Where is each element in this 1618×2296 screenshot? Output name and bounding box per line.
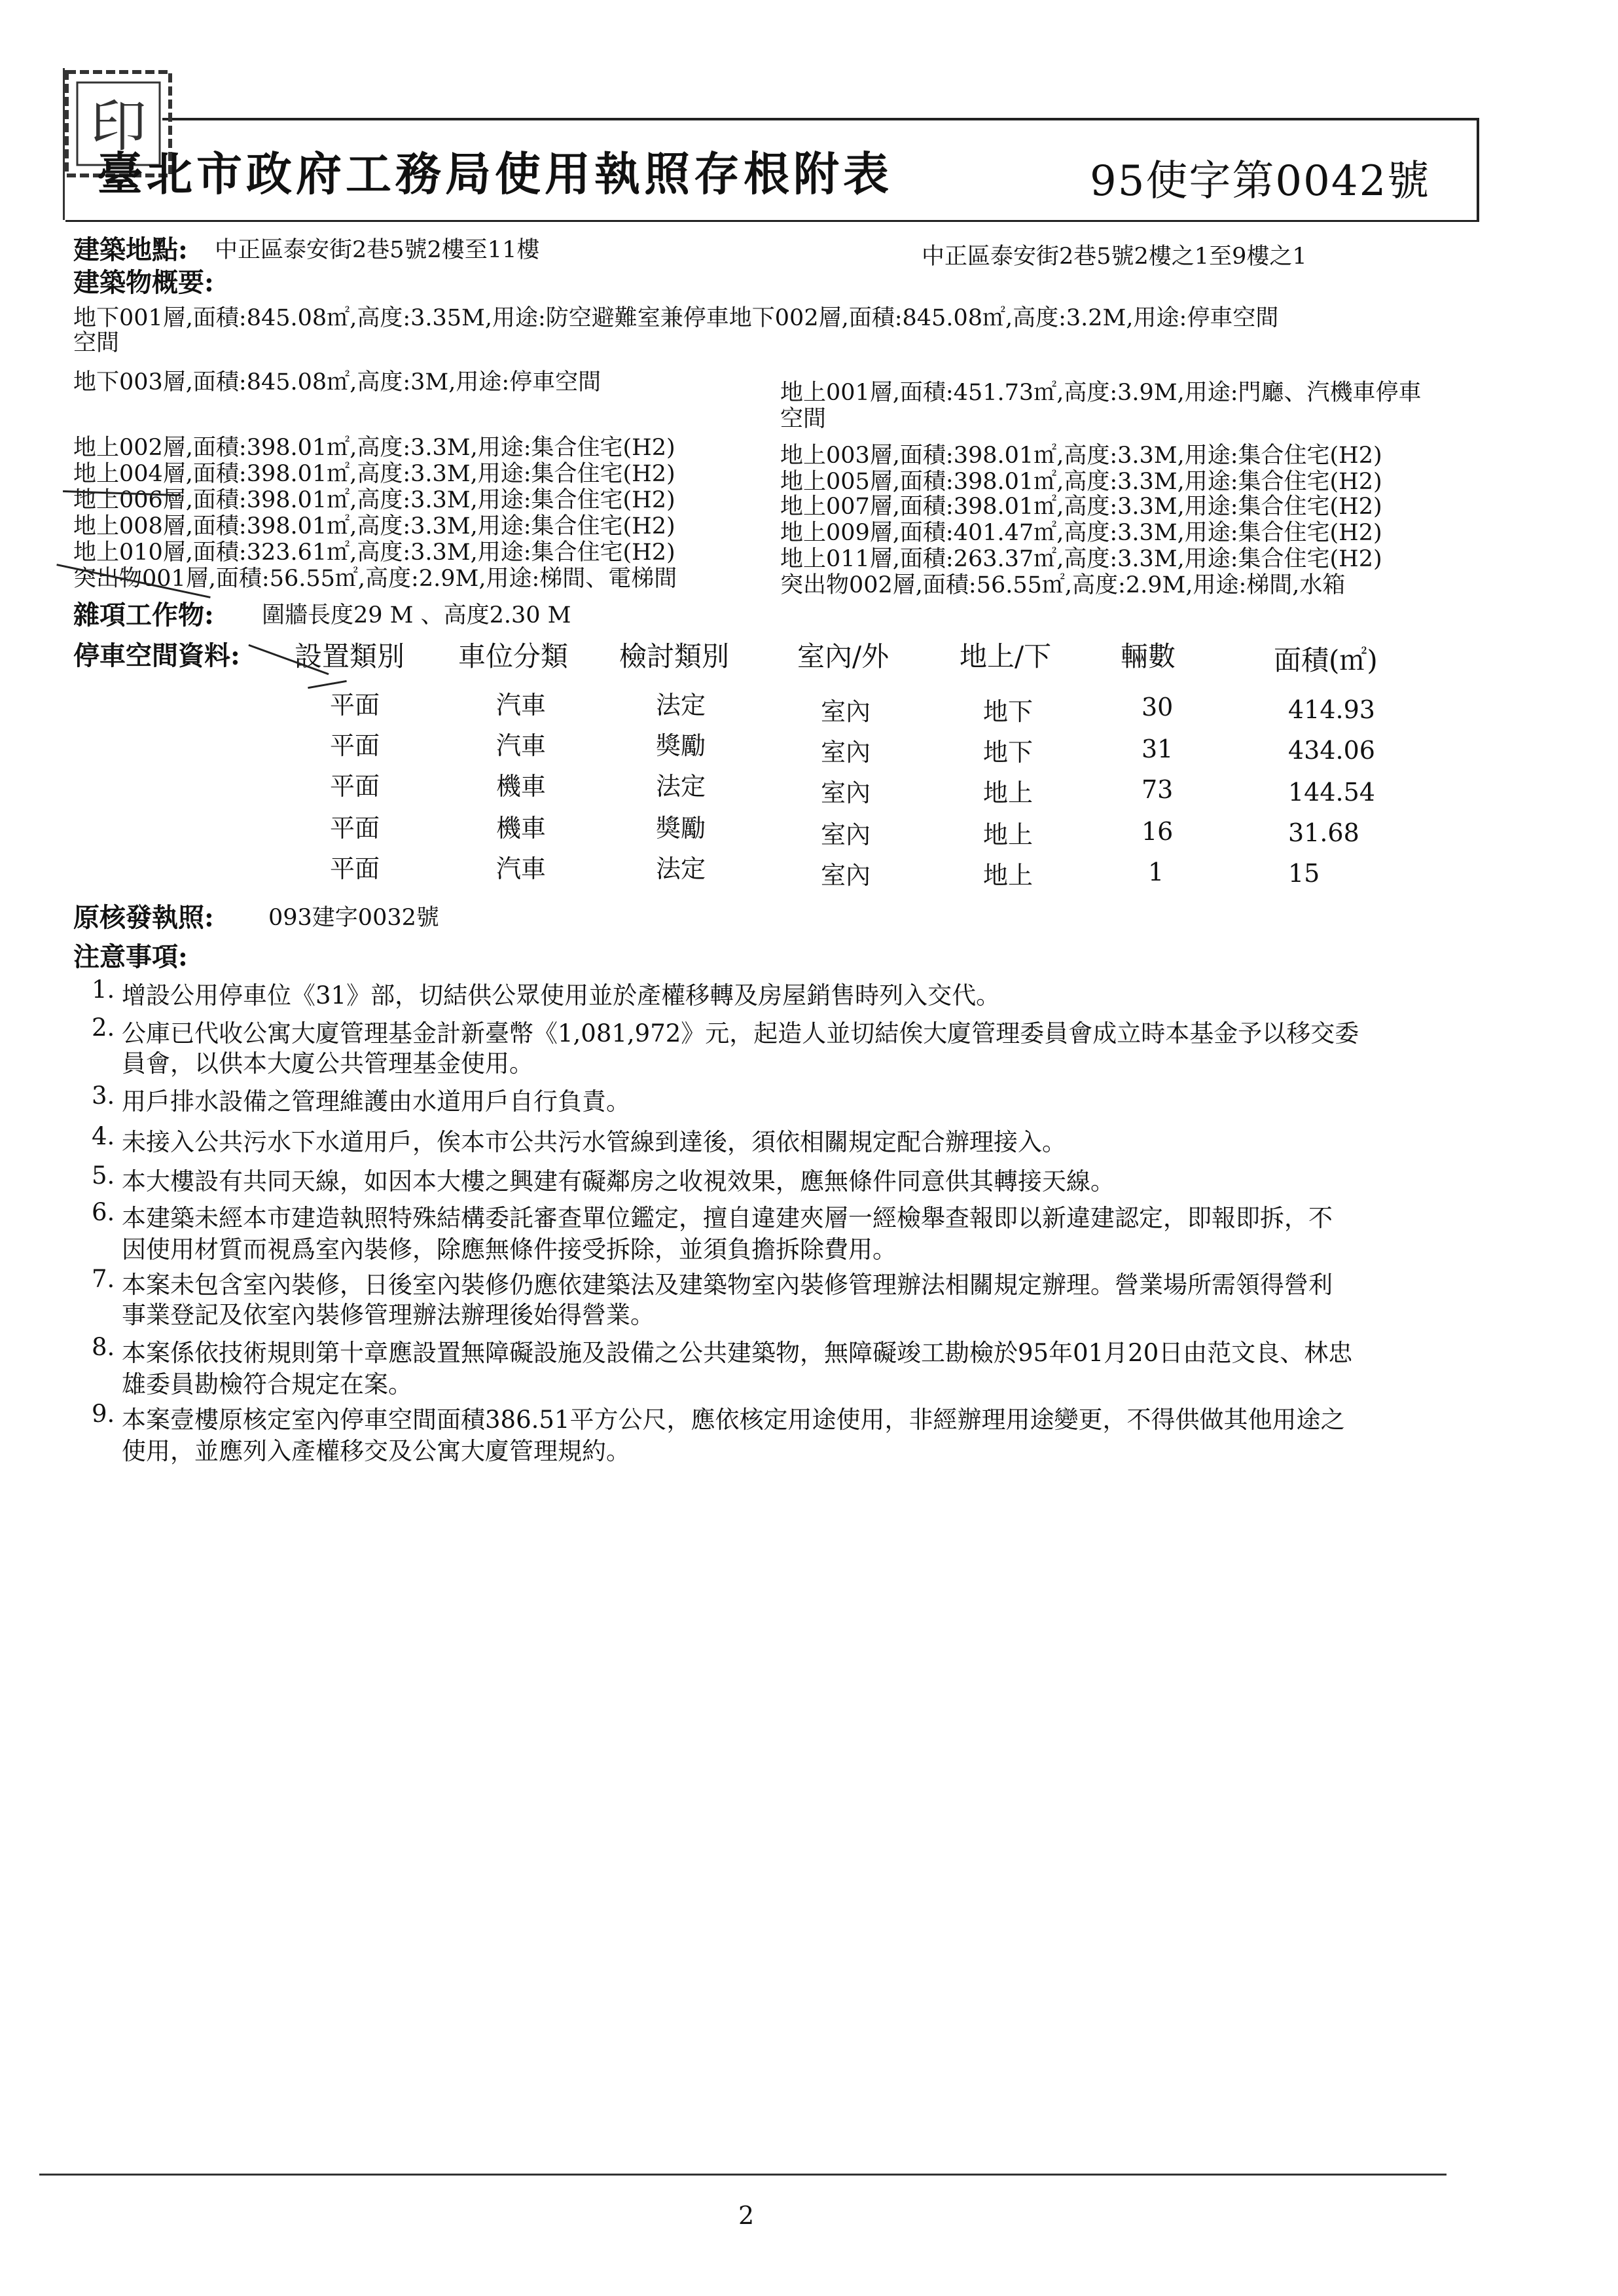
note-text-cont: 員會，以供本大廈公共管理基金使用。	[122, 1049, 533, 1078]
note-text: 未接入公共污水下水道用戶，俟本市公共污水管線到達後，須依相關規定配合辦理接入。	[122, 1128, 1066, 1156]
note-number: 6.	[92, 1198, 115, 1226]
header-frame-top	[162, 118, 1479, 120]
parking-header: 檢討類別	[619, 640, 730, 672]
floor-right-item: 地上007層,面積:398.01㎡,高度:3.3M,用途:集合住宅(H2)	[780, 494, 1382, 520]
overview-label: 建築物概要:	[73, 267, 214, 298]
parking-cell: 室內	[821, 738, 871, 767]
floor-right-item: 地上011層,面積:263.37㎡,高度:3.3M,用途:集合住宅(H2)	[780, 546, 1382, 572]
original-permit-value: 093建字0032號	[268, 905, 439, 931]
floor-right-item: 地上009層,面積:401.47㎡,高度:3.3M,用途:集合住宅(H2)	[780, 520, 1382, 546]
parking-cell: 144.54	[1288, 778, 1375, 807]
parking-cell: 地下	[983, 697, 1034, 726]
floor-left-item: 地上010層,面積:323.61㎡,高度:3.3M,用途:集合住宅(H2)	[73, 539, 675, 566]
misc-value: 圍牆長度29 M 、高度2.30 M	[262, 602, 571, 629]
note-text-cont: 使用，並應列入產權移交及公寓大廈管理規約。	[122, 1437, 630, 1465]
note-text-cont: 因使用材質而視爲室內裝修，除應無條件接受拆除，並須負擔拆除費用。	[122, 1235, 897, 1264]
parking-cell: 地上	[983, 820, 1034, 849]
notes-label: 注意事項:	[73, 941, 188, 972]
note-number: 9.	[92, 1400, 115, 1428]
parking-cell: 獎勵	[656, 731, 706, 760]
parking-cell: 平面	[330, 772, 380, 801]
parking-cell: 平面	[330, 814, 380, 843]
floor-left-item: 地上006層,面積:398.01㎡,高度:3.3M,用途:集合住宅(H2)	[73, 487, 675, 513]
parking-cell: 地下	[983, 738, 1034, 767]
note-number: 4.	[92, 1122, 115, 1150]
parking-cell: 機車	[496, 772, 547, 801]
note-text: 本大樓設有共同天線，如因本大樓之興建有礙鄰房之收視效果，應無條件同意供其轉接天線。	[122, 1167, 1115, 1195]
parking-cell: 16	[1142, 817, 1174, 846]
parking-cell: 平面	[330, 731, 380, 760]
note-number: 5.	[92, 1161, 115, 1190]
note-text: 用戶排水設備之管理維護由水道用戶自行負責。	[122, 1087, 630, 1116]
parking-cell: 室內	[821, 861, 871, 890]
floor-right-item: 地上003層,面積:398.01㎡,高度:3.3M,用途:集合住宅(H2)	[780, 443, 1382, 469]
location-value: 中正區泰安街2巷5號2樓至11樓	[215, 237, 540, 263]
parking-header: 面積(㎡)	[1274, 644, 1378, 676]
parking-cell: 73	[1142, 775, 1174, 804]
parking-cell: 434.06	[1288, 736, 1375, 765]
parking-header: 車位分類	[458, 640, 569, 672]
original-permit-label: 原核發執照:	[73, 902, 214, 933]
parking-cell: 414.93	[1288, 695, 1375, 724]
page-number: 2	[738, 2201, 755, 2230]
note-number: 1.	[92, 975, 115, 1004]
parking-label: 停車空間資料:	[73, 640, 240, 671]
misc-label: 雜項工作物:	[73, 600, 214, 630]
note-text: 增設公用停車位《31》部，切結供公眾使用並於產權移轉及房屋銷售時列入交代。	[122, 981, 1001, 1010]
parking-cell: 地上	[983, 861, 1034, 890]
note-number: 8.	[92, 1333, 115, 1361]
parking-cell: 平面	[330, 854, 380, 883]
parking-header: 地上/下	[960, 640, 1052, 672]
note-number: 7.	[92, 1265, 115, 1293]
floor-b2-cont: 空間	[73, 330, 120, 356]
parking-cell: 地上	[983, 778, 1034, 807]
parking-cell: 室內	[821, 778, 871, 807]
floor-right-item: 地上005層,面積:398.01㎡,高度:3.3M,用途:集合住宅(H2)	[780, 469, 1382, 495]
floor-g1: 地上001層,面積:451.73㎡,高度:3.9M,用途:門廳、汽機車停車	[780, 380, 1422, 406]
note-number: 3.	[92, 1082, 115, 1110]
floor-left-item: 突出物001層,面積:56.55㎡,高度:2.9M,用途:梯間、電梯間	[73, 566, 677, 592]
floor-left-item: 地上008層,面積:398.01㎡,高度:3.3M,用途:集合住宅(H2)	[73, 513, 675, 539]
note-text: 本建築未經本市建造執照特殊結構委託審查單位鑑定，擅自違建夾層一經檢舉查報即以新違建認定，即報即拆，不	[122, 1204, 1333, 1232]
location-value-secondary: 中正區泰安街2巷5號2樓之1至9樓之1	[922, 244, 1307, 270]
parking-cell: 31	[1142, 735, 1174, 763]
parking-cell: 獎勵	[656, 814, 706, 843]
header-frame-bottom	[65, 220, 1479, 222]
parking-cell: 30	[1142, 693, 1174, 721]
floor-right-item: 突出物002層,面積:56.55㎡,高度:2.9M,用途:梯間,水箱	[780, 572, 1346, 598]
floor-b1-b2: 地下001層,面積:845.08㎡,高度:3.35M,用途:防空避難室兼停車地下002層,面積:845.08㎡,高度:3.2M,用途:停車空間	[73, 305, 1279, 331]
note-text-cont: 雄委員勘檢符合規定在案。	[122, 1370, 412, 1398]
parking-cell: 法定	[656, 691, 706, 720]
parking-header: 設置類別	[295, 640, 405, 672]
parking-cell: 法定	[656, 772, 706, 801]
parking-cell: 31.68	[1288, 818, 1359, 847]
note-text: 本案係依技術規則第十章應設置無障礙設施及設備之公共建築物，無障礙竣工勘檢於95年01月20日由范文良、林忠	[122, 1339, 1353, 1367]
parking-cell: 汽車	[496, 854, 547, 883]
note-number: 2.	[92, 1013, 115, 1042]
note-text-cont: 事業登記及依室內裝修管理辦法辦理後始得營業。	[122, 1301, 655, 1329]
parking-cell: 法定	[656, 854, 706, 883]
note-text: 公庫已代收公寓大廈管理基金計新臺幣《1,081,972》元，起造人並切結俟大廈管理委員會成立時本基金予以移交委	[122, 1019, 1359, 1048]
parking-cell: 室內	[821, 697, 871, 726]
note-text: 本案未包含室內裝修，日後室內裝修仍應依建築法及建築物室內裝修管理辦法相關規定辦理。營業場所需領得營利	[122, 1271, 1333, 1299]
floor-g1-cont: 空間	[780, 406, 827, 432]
parking-cell: 平面	[330, 691, 380, 720]
parking-cell: 15	[1288, 859, 1320, 888]
svg-text:印: 印	[90, 94, 147, 159]
parking-cell: 機車	[496, 814, 547, 843]
parking-cell: 汽車	[496, 691, 547, 720]
note-text: 本案壹樓原核定室內停車空間面積386.51平方公尺，應依核定用途使用，非經辦理用途變更，不得供做其他用途之	[122, 1406, 1345, 1434]
header-frame-right	[1477, 118, 1479, 221]
footer-divider	[39, 2174, 1447, 2176]
floor-left-item: 地上004層,面積:398.01㎡,高度:3.3M,用途:集合住宅(H2)	[73, 461, 675, 487]
permit-number: 95使字第0042號	[1090, 157, 1431, 206]
parking-header: 輛數	[1121, 640, 1176, 672]
floor-b3: 地下003層,面積:845.08㎡,高度:3M,用途:停車空間	[73, 369, 602, 395]
parking-cell: 汽車	[496, 731, 547, 760]
floor-left-item: 地上002層,面積:398.01㎡,高度:3.3M,用途:集合住宅(H2)	[73, 435, 675, 461]
parking-header: 室內/外	[797, 640, 890, 672]
location-label: 建築地點:	[73, 234, 188, 265]
page-title: 臺北市政府工務局使用執照存根附表	[97, 147, 893, 201]
parking-cell: 室內	[821, 820, 871, 849]
parking-cell: 1	[1148, 858, 1164, 886]
